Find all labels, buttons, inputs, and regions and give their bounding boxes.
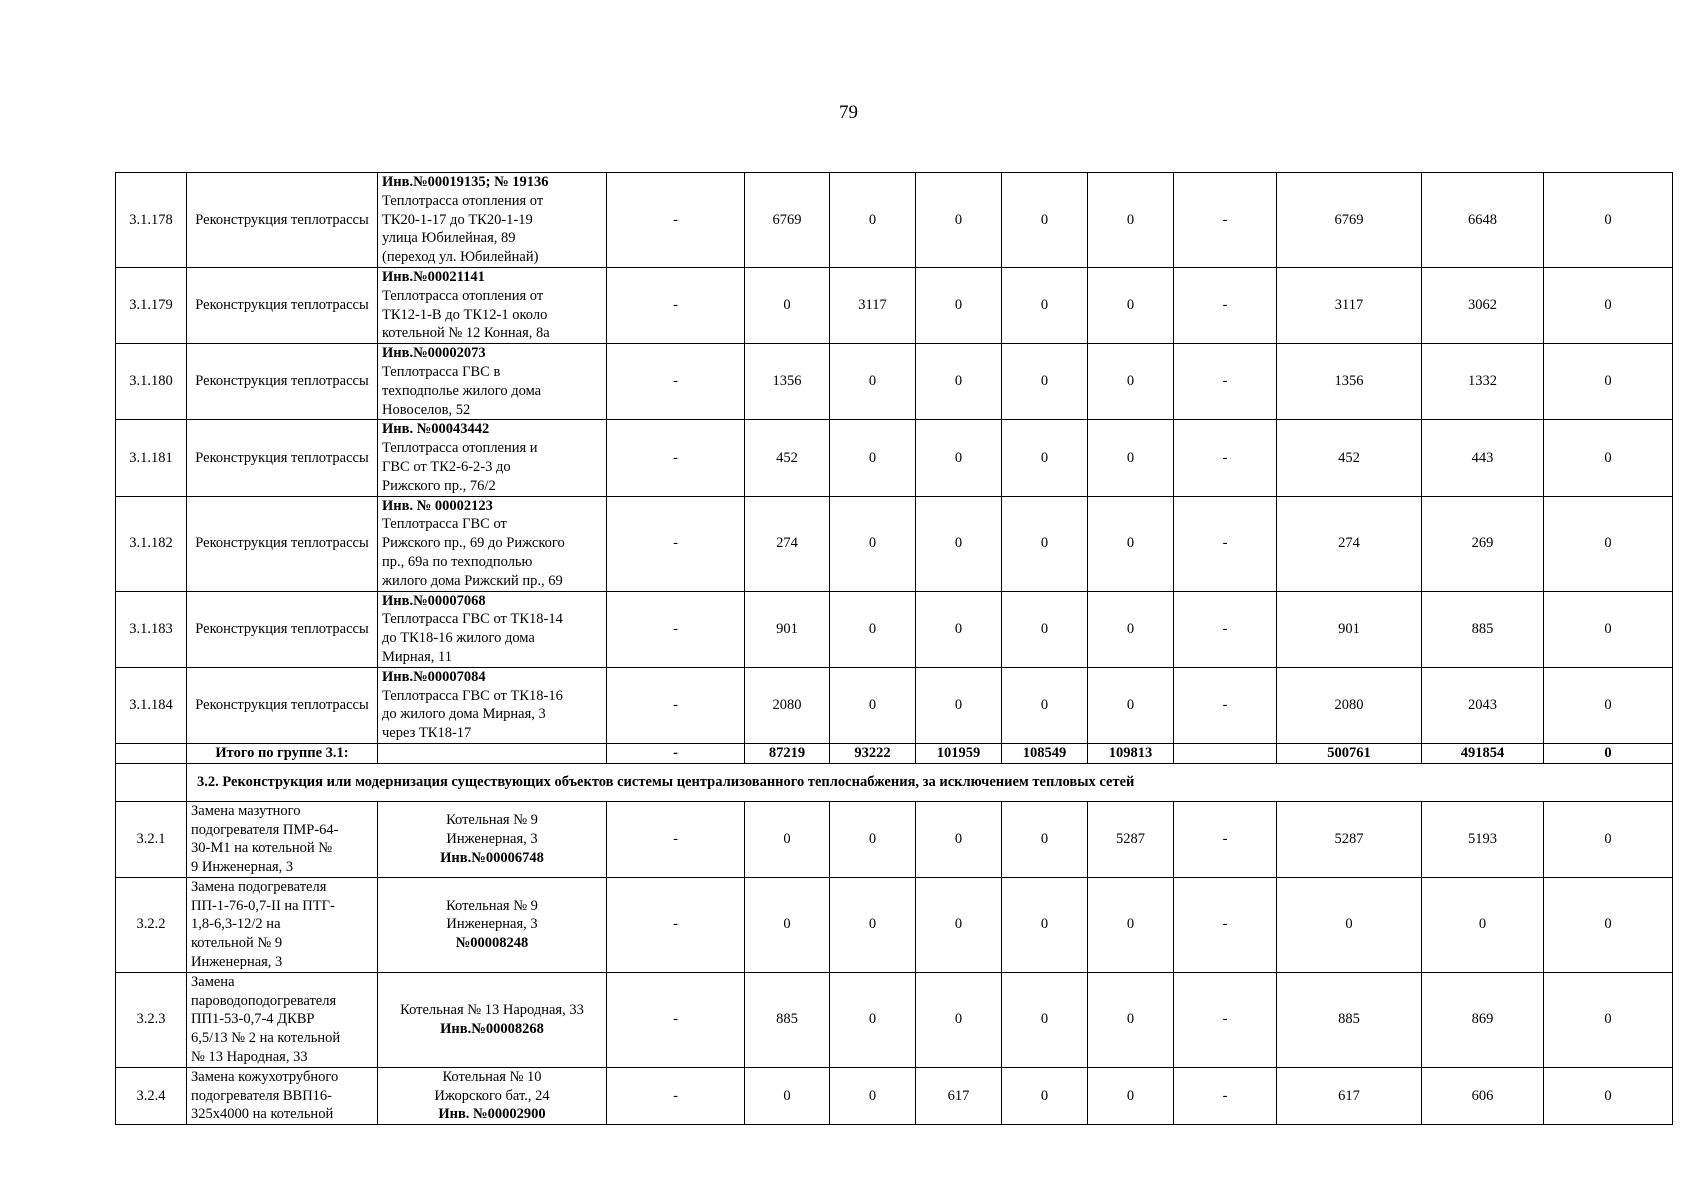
cell-line: Котельная № 9 bbox=[446, 812, 538, 829]
cell-year-3: 0 bbox=[916, 420, 1002, 496]
cell-year-4: 0 bbox=[1002, 1067, 1088, 1124]
cell-item-number: 3.1.184 bbox=[116, 667, 187, 743]
cell-line: котельной № 12 Конная, 8а bbox=[382, 325, 550, 342]
cell-year-5: 0 bbox=[1088, 1067, 1174, 1124]
cell-year-5: 0 bbox=[1088, 877, 1174, 972]
cell-item-number: 3.2.3 bbox=[116, 972, 187, 1067]
table-body bbox=[116, 173, 1673, 1125]
group-total-label: Итого по группе 3.1: bbox=[187, 743, 378, 763]
cell-total: 3117 bbox=[1277, 267, 1422, 343]
cell-year-2: 0 bbox=[830, 591, 916, 667]
cell-year-1: 0 bbox=[745, 267, 830, 343]
cell-item-number: 3.1.180 bbox=[116, 344, 187, 420]
cell-dash: - bbox=[1174, 591, 1277, 667]
cell-line: Теплотрасса отопления от bbox=[382, 287, 544, 304]
cell-dash: - bbox=[1174, 420, 1277, 496]
cell-object bbox=[378, 877, 607, 972]
cell-item-number: 3.1.181 bbox=[116, 420, 187, 496]
cell-line: до ТК18-16 жилого дома bbox=[382, 630, 535, 647]
cell-item-number: 3.1.179 bbox=[116, 267, 187, 343]
cell-object bbox=[378, 173, 607, 268]
cell-total-adjusted: 2043 bbox=[1422, 667, 1544, 743]
cell-line: Инв.№00002073 bbox=[382, 345, 486, 362]
cell-year-3: 0 bbox=[916, 972, 1002, 1067]
cell-total: 500761 bbox=[1277, 743, 1422, 763]
cell-year-3: 0 bbox=[916, 173, 1002, 268]
cell-total: 901 bbox=[1277, 591, 1422, 667]
table-row bbox=[116, 667, 1673, 743]
cell-item-number: 3.2.1 bbox=[116, 801, 187, 877]
cell-line: подогревателя ВВП16- bbox=[191, 1087, 333, 1104]
cell-remainder: 0 bbox=[1544, 267, 1673, 343]
cell-line: ТК20-1-17 до ТК20-1-19 bbox=[382, 211, 533, 228]
cell-year-1: 274 bbox=[745, 496, 830, 591]
cell-line: Инв.№00006748 bbox=[440, 849, 544, 866]
cell-empty bbox=[116, 743, 187, 763]
cell-year-2: 0 bbox=[830, 801, 916, 877]
cell-line: Инв.№00021141 bbox=[382, 268, 485, 285]
cell-remainder: 0 bbox=[1544, 801, 1673, 877]
cell-year-4: 0 bbox=[1002, 877, 1088, 972]
cell-year-2: 0 bbox=[830, 344, 916, 420]
cell-total: 617 bbox=[1277, 1067, 1422, 1124]
table-row bbox=[116, 1067, 1673, 1124]
cell-line: Котельная № 9 bbox=[446, 897, 538, 914]
cell-line: котельной № 9 bbox=[191, 935, 283, 952]
cell-total: 1356 bbox=[1277, 344, 1422, 420]
cell-line: № 13 Народная, 33 bbox=[191, 1049, 308, 1066]
table-row bbox=[116, 420, 1673, 496]
cell-dash: - bbox=[607, 743, 745, 763]
cell-line: 6,5/13 № 2 на котельной bbox=[191, 1030, 341, 1047]
cell-line: Инв.№00007068 bbox=[382, 592, 486, 609]
cell-year-5: 0 bbox=[1088, 173, 1174, 268]
cell-year-3: 0 bbox=[916, 496, 1002, 591]
cell-object bbox=[378, 801, 607, 877]
cell-year-4: 0 bbox=[1002, 667, 1088, 743]
cell-total-adjusted: 5193 bbox=[1422, 801, 1544, 877]
cell-year-3: 0 bbox=[916, 344, 1002, 420]
cell-line: Новоселов, 52 bbox=[382, 401, 471, 418]
cell-year-2: 0 bbox=[830, 420, 916, 496]
cell-line: (переход ул. Юбилейнай) bbox=[382, 249, 539, 266]
cell-dash: - bbox=[607, 801, 745, 877]
cell-dash: - bbox=[1174, 344, 1277, 420]
cell-line: Котельная № 13 Народная, 33 bbox=[400, 1002, 584, 1019]
cell-year-2: 0 bbox=[830, 972, 916, 1067]
cell-item-number: 3.1.182 bbox=[116, 496, 187, 591]
cell-line: через ТК18-17 bbox=[382, 725, 472, 742]
cell-year-1: 2080 bbox=[745, 667, 830, 743]
cell-year-2: 0 bbox=[830, 1067, 916, 1124]
cell-dash: - bbox=[607, 344, 745, 420]
cell-year-1: 1356 bbox=[745, 344, 830, 420]
cell-measure-name bbox=[187, 877, 378, 972]
cell-dash: - bbox=[1174, 267, 1277, 343]
cell-empty bbox=[378, 743, 607, 763]
cell-dash: - bbox=[607, 972, 745, 1067]
cell-line: Замена подогревателя bbox=[191, 878, 327, 895]
cell-year-1: 901 bbox=[745, 591, 830, 667]
cell-line: Рижского пр., 69 до Рижского bbox=[382, 535, 565, 552]
cell-year-4: 0 bbox=[1002, 801, 1088, 877]
cell-line: 325х4000 на котельной bbox=[191, 1106, 334, 1123]
cell-total: 6769 bbox=[1277, 173, 1422, 268]
cell-line: пр., 69а по техподполью bbox=[382, 553, 533, 570]
cell-total-adjusted: 3062 bbox=[1422, 267, 1544, 343]
cell-line: Мирная, 11 bbox=[382, 648, 452, 665]
cell-line: Инженерная, 3 bbox=[446, 916, 538, 933]
cell-total: 5287 bbox=[1277, 801, 1422, 877]
cell-line: Инв. №00002900 bbox=[438, 1106, 546, 1123]
cell-year-1: 6769 bbox=[745, 173, 830, 268]
cell-year-3: 0 bbox=[916, 267, 1002, 343]
cell-dash: - bbox=[607, 1067, 745, 1124]
cell-line: Инв. №00043442 bbox=[382, 421, 490, 438]
cell-line: Инв. № 00002123 bbox=[382, 497, 493, 514]
cell-year-1: 0 bbox=[745, 801, 830, 877]
cell-item-number: 3.2.4 bbox=[116, 1067, 187, 1124]
cell-year-3: 0 bbox=[916, 667, 1002, 743]
cell-year-5: 0 bbox=[1088, 591, 1174, 667]
investment-program-table bbox=[115, 172, 1673, 1125]
cell-line: Теплотрасса ГВС от bbox=[382, 516, 507, 533]
cell-year-5: 0 bbox=[1088, 267, 1174, 343]
cell-total-adjusted: 491854 bbox=[1422, 743, 1544, 763]
cell-total-adjusted: 869 bbox=[1422, 972, 1544, 1067]
cell-dash: - bbox=[607, 877, 745, 972]
cell-remainder: 0 bbox=[1544, 420, 1673, 496]
cell-total-adjusted: 885 bbox=[1422, 591, 1544, 667]
cell-dash: - bbox=[1174, 972, 1277, 1067]
cell-year-5: 0 bbox=[1088, 972, 1174, 1067]
cell-year-5: 109813 bbox=[1088, 743, 1174, 763]
cell-measure-name: Реконструкция теплотрассы bbox=[187, 496, 378, 591]
cell-line: подогревателя ПМР-64- bbox=[191, 821, 339, 838]
cell-line: Теплотрасса ГВС от ТК18-14 bbox=[382, 611, 563, 628]
cell-remainder: 0 bbox=[1544, 667, 1673, 743]
cell-measure-name bbox=[187, 972, 378, 1067]
cell-dash: - bbox=[1174, 877, 1277, 972]
cell-dash: - bbox=[607, 267, 745, 343]
cell-year-2: 0 bbox=[830, 667, 916, 743]
cell-line: Инженерная, 3 bbox=[191, 954, 283, 971]
cell-line: Инв.№00007084 bbox=[382, 668, 486, 685]
cell-total-adjusted: 269 bbox=[1422, 496, 1544, 591]
cell-remainder: 0 bbox=[1544, 344, 1673, 420]
cell-line: Замена bbox=[191, 973, 235, 990]
cell-line: №00008248 bbox=[455, 935, 529, 952]
cell-line: Инв.№00019135; № 19136 bbox=[382, 174, 549, 190]
cell-item-number: 3.1.183 bbox=[116, 591, 187, 667]
cell-measure-name: Реконструкция теплотрассы bbox=[187, 667, 378, 743]
cell-year-4: 0 bbox=[1002, 420, 1088, 496]
cell-year-5: 0 bbox=[1088, 667, 1174, 743]
cell-dash: - bbox=[607, 667, 745, 743]
cell-remainder: 0 bbox=[1544, 972, 1673, 1067]
cell-line: ТК12-1-В до ТК12-1 около bbox=[382, 306, 548, 323]
cell-measure-name: Реконструкция теплотрассы bbox=[187, 173, 378, 268]
cell-year-2: 93222 bbox=[830, 743, 916, 763]
cell-object bbox=[378, 1067, 607, 1124]
cell-remainder: 0 bbox=[1544, 173, 1673, 268]
cell-line: Ижорского бат., 24 bbox=[434, 1087, 550, 1104]
cell-total-adjusted: 443 bbox=[1422, 420, 1544, 496]
cell-year-4: 0 bbox=[1002, 173, 1088, 268]
table-row bbox=[116, 972, 1673, 1067]
cell-measure-name bbox=[187, 1067, 378, 1124]
cell-line: ПП1-53-0,7-4 ДКВР bbox=[191, 1011, 315, 1028]
cell-object bbox=[378, 420, 607, 496]
cell-total: 885 bbox=[1277, 972, 1422, 1067]
cell-measure-name: Реконструкция теплотрассы bbox=[187, 267, 378, 343]
cell-dash: - bbox=[1174, 173, 1277, 268]
cell-year-3: 0 bbox=[916, 877, 1002, 972]
section-header-row bbox=[116, 763, 1673, 801]
cell-remainder: 0 bbox=[1544, 877, 1673, 972]
cell-line: жилого дома Рижский пр., 69 bbox=[382, 572, 563, 589]
cell-year-1: 0 bbox=[745, 1067, 830, 1124]
cell-remainder: 0 bbox=[1544, 1067, 1673, 1124]
cell-dash: - bbox=[1174, 667, 1277, 743]
cell-total-adjusted: 6648 bbox=[1422, 173, 1544, 268]
cell-year-1: 452 bbox=[745, 420, 830, 496]
cell-line: Теплотрасса ГВС от ТК18-16 bbox=[382, 687, 563, 704]
cell-year-4: 0 bbox=[1002, 496, 1088, 591]
cell-line: техподполье жилого дома bbox=[382, 382, 542, 399]
cell-dash: - bbox=[607, 173, 745, 268]
cell-object bbox=[378, 344, 607, 420]
cell-dash: - bbox=[607, 591, 745, 667]
cell-dash: - bbox=[1174, 496, 1277, 591]
cell-year-2: 0 bbox=[830, 496, 916, 591]
cell-year-1: 0 bbox=[745, 877, 830, 972]
cell-object bbox=[378, 591, 607, 667]
table-row bbox=[116, 173, 1673, 268]
cell-line: ПП-1-76-0,7-II на ПТГ- bbox=[191, 897, 335, 914]
cell-dash: - bbox=[607, 496, 745, 591]
cell-line: Инв.№00008268 bbox=[440, 1020, 544, 1037]
cell-year-3: 617 bbox=[916, 1067, 1002, 1124]
cell-line: ГВС от ТК2-6-2-3 до bbox=[382, 458, 511, 475]
cell-year-5: 0 bbox=[1088, 496, 1174, 591]
cell-line: до жилого дома Мирная, 3 bbox=[382, 706, 546, 723]
table-row bbox=[116, 877, 1673, 972]
cell-line: пароводоподогревателя bbox=[191, 992, 337, 1009]
cell-year-2: 0 bbox=[830, 877, 916, 972]
cell-line: улица Юбилейная, 89 bbox=[382, 230, 516, 247]
cell-year-5: 0 bbox=[1088, 420, 1174, 496]
cell-dash: - bbox=[607, 420, 745, 496]
cell-year-3: 0 bbox=[916, 801, 1002, 877]
table-row bbox=[116, 267, 1673, 343]
cell-empty bbox=[1174, 743, 1277, 763]
cell-total-adjusted: 1332 bbox=[1422, 344, 1544, 420]
cell-total: 452 bbox=[1277, 420, 1422, 496]
cell-year-1: 885 bbox=[745, 972, 830, 1067]
cell-item-number: 3.2.2 bbox=[116, 877, 187, 972]
cell-total: 2080 bbox=[1277, 667, 1422, 743]
page-number: 79 bbox=[839, 102, 858, 123]
cell-empty bbox=[116, 763, 187, 801]
cell-year-4: 0 bbox=[1002, 267, 1088, 343]
cell-year-4: 0 bbox=[1002, 344, 1088, 420]
cell-line: 9 Инженерная, 3 bbox=[191, 859, 294, 876]
cell-year-4: 0 bbox=[1002, 972, 1088, 1067]
cell-object bbox=[378, 496, 607, 591]
table-row bbox=[116, 496, 1673, 591]
cell-year-3: 101959 bbox=[916, 743, 1002, 763]
cell-year-5: 5287 bbox=[1088, 801, 1174, 877]
table-row bbox=[116, 801, 1673, 877]
section-title: 3.2. Реконструкция или модернизация существующих объектов системы централизованного теплоснабжения, за исключением тепловых сетей bbox=[187, 763, 1673, 801]
cell-line: Теплотрасса отопления и bbox=[382, 440, 538, 457]
cell-measure-name: Реконструкция теплотрассы bbox=[187, 344, 378, 420]
cell-line: Рижского пр., 76/2 bbox=[382, 477, 496, 494]
cell-year-2: 0 bbox=[830, 173, 916, 268]
cell-item-number: 3.1.178 bbox=[116, 173, 187, 268]
group-total-row bbox=[116, 743, 1673, 763]
cell-total-adjusted: 0 bbox=[1422, 877, 1544, 972]
cell-total: 0 bbox=[1277, 877, 1422, 972]
cell-remainder: 0 bbox=[1544, 591, 1673, 667]
cell-year-4: 0 bbox=[1002, 591, 1088, 667]
cell-year-1: 87219 bbox=[745, 743, 830, 763]
cell-line: Замена мазутного bbox=[191, 802, 301, 819]
cell-total: 274 bbox=[1277, 496, 1422, 591]
table-row bbox=[116, 591, 1673, 667]
cell-dash: - bbox=[1174, 801, 1277, 877]
cell-line: Инженерная, 3 bbox=[446, 830, 538, 847]
cell-line: 1,8-6,3-12/2 на bbox=[191, 916, 281, 933]
cell-measure-name: Реконструкция теплотрассы bbox=[187, 591, 378, 667]
cell-total-adjusted: 606 bbox=[1422, 1067, 1544, 1124]
cell-line: Замена кожухотрубного bbox=[191, 1068, 339, 1085]
cell-object bbox=[378, 972, 607, 1067]
cell-line: Теплотрасса отопления от bbox=[382, 192, 544, 209]
cell-measure-name: Реконструкция теплотрассы bbox=[187, 420, 378, 496]
cell-year-5: 0 bbox=[1088, 344, 1174, 420]
cell-line: Котельная № 10 bbox=[442, 1068, 542, 1085]
cell-remainder: 0 bbox=[1544, 496, 1673, 591]
table-row bbox=[116, 344, 1673, 420]
cell-year-4: 108549 bbox=[1002, 743, 1088, 763]
cell-object bbox=[378, 267, 607, 343]
cell-measure-name bbox=[187, 801, 378, 877]
cell-object bbox=[378, 667, 607, 743]
cell-line: 30-М1 на котельной № bbox=[191, 840, 333, 857]
cell-line: Теплотрасса ГВС в bbox=[382, 363, 501, 380]
cell-year-2: 3117 bbox=[830, 267, 916, 343]
cell-dash: - bbox=[1174, 1067, 1277, 1124]
cell-year-3: 0 bbox=[916, 591, 1002, 667]
cell-remainder: 0 bbox=[1544, 743, 1673, 763]
